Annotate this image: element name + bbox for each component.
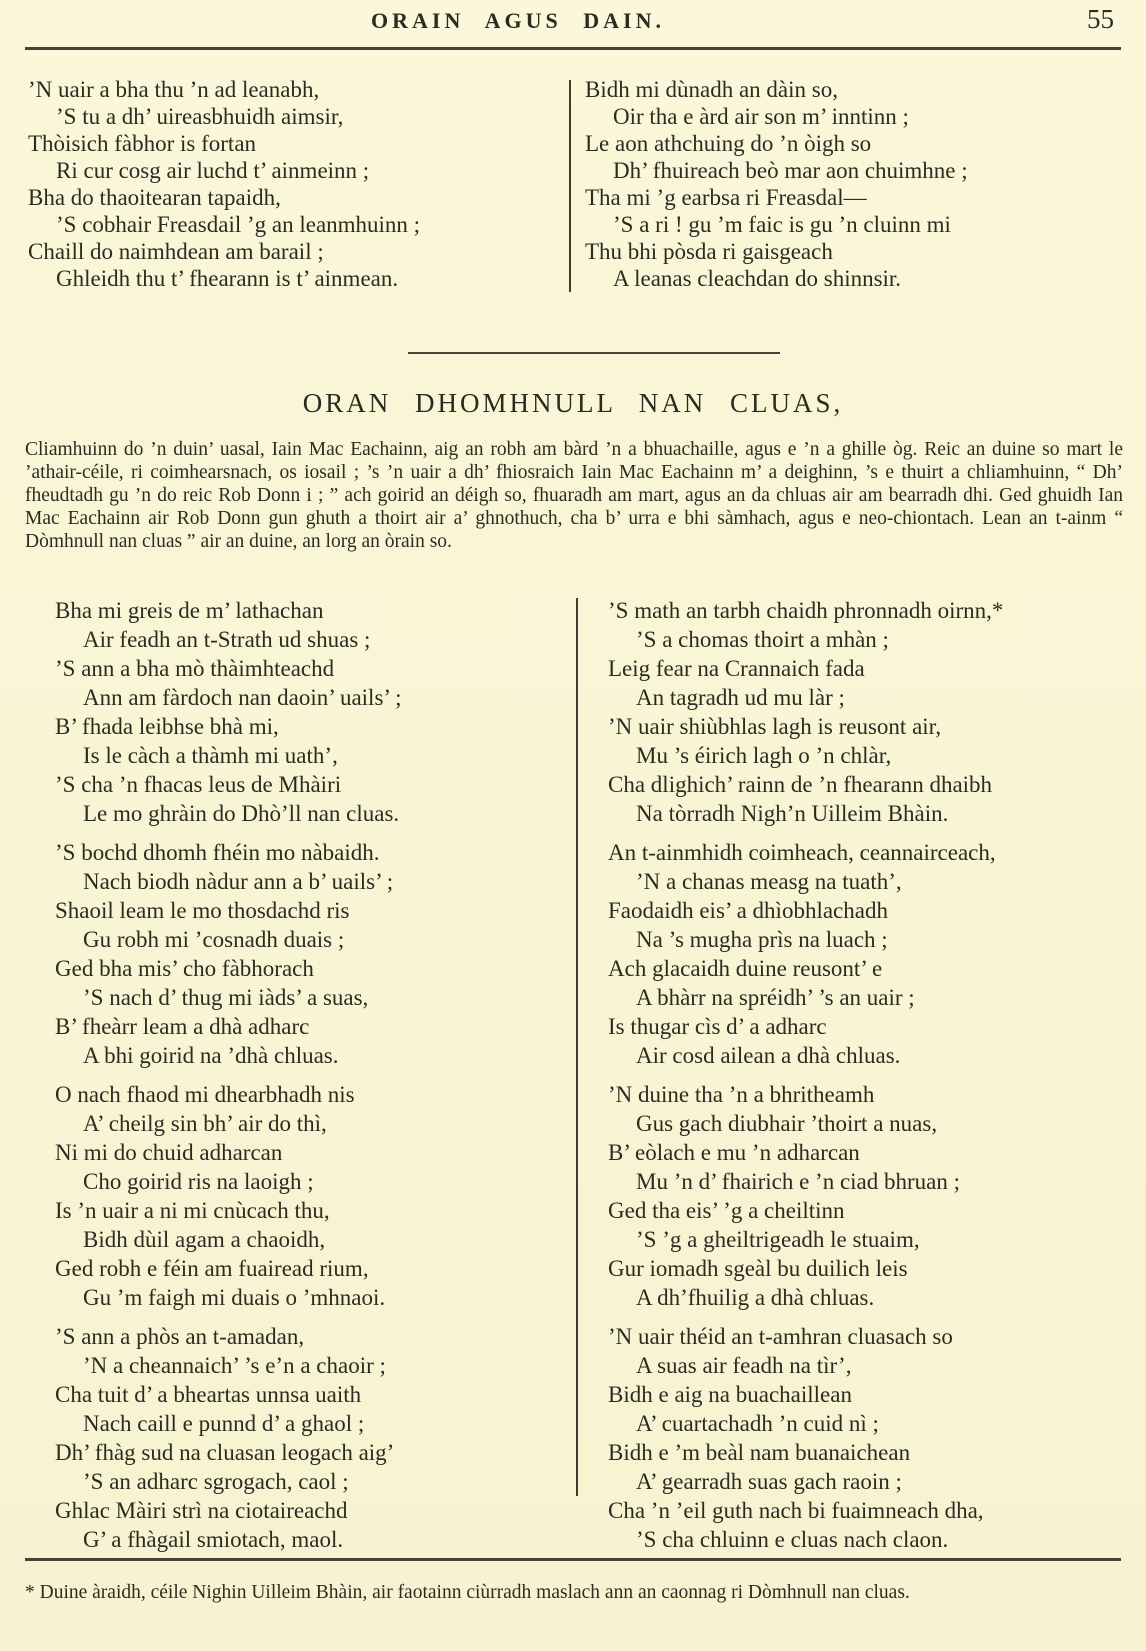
verse-line: A bhàrr na spréidh’ ’s an uair ; (636, 985, 915, 1010)
verse-line: Ged robh e féin am fuairead rium, (55, 1256, 369, 1281)
column-divider-rule (569, 80, 571, 292)
verse-line: ’S nach d’ thug mi iàds’ a suas, (83, 985, 369, 1010)
verse-line: Bidh e ’m beàl nam buanaichean (608, 1440, 911, 1465)
verse-line: ’S math an tarbh chaidh phronnadh oirnn,* (608, 598, 1004, 623)
verse-line: Le aon athchuing do ’n òigh so (585, 131, 872, 156)
song-verse-5 (608, 596, 1143, 828)
verse-line: B’ fhada leibhse bhà mi, (55, 714, 279, 739)
verse-line: ’N uair a bha thu ’n ad leanabh, (28, 77, 320, 102)
verse-line: Bidh e aig na buachaillean (608, 1382, 852, 1407)
verse-line: ’S ann a phòs an t-amadan, (55, 1324, 305, 1349)
verse-line: Gur iomadh sgeàl bu duilich leis (608, 1256, 908, 1281)
verse-line: Is le càch a thàmh mi uath’, (83, 743, 338, 768)
verse-line: Ged bha mis’ cho fàbhorach (55, 956, 314, 981)
verse-line: Na ’s mugha prìs na luach ; (636, 927, 888, 952)
verse-line: Bidh mi dùnadh an dàin so, (585, 77, 838, 102)
verse-line: Gu robh mi ’cosnadh duais ; (83, 927, 345, 952)
verse-line: Faodaidh eis’ a dhìobhlachadh (608, 898, 888, 923)
song-column-right (608, 596, 1143, 1564)
verse-line: Ach glacaidh duine reusont’ e (608, 956, 883, 981)
verse-line: Bidh dùil agam a chaoidh, (83, 1227, 326, 1252)
opening-verse-left (28, 76, 420, 292)
verse-line: Ghleidh thu t’ fhearann is t’ ainmean. (56, 266, 399, 291)
verse-line: A’ cuartachadh ’n cuid nì ; (636, 1411, 879, 1436)
verse-line: Cha tuit d’ a bheartas unnsa uaith (55, 1382, 362, 1407)
verse-line: B’ fheàrr leam a dhà adharc (55, 1014, 310, 1039)
verse-line: ’N a cheannaich’ ’s e’n a chaoir ; (83, 1353, 386, 1378)
verse-line: Cha dlighich’ rainn de ’n fhearann dhaibh (608, 772, 993, 797)
verse-line: Dh’ fhuireach beò mar aon chuimhne ; (613, 158, 968, 183)
verse-line: Ann am fàrdoch nan daoin’ uails’ ; (83, 685, 402, 710)
verse-line: B’ eòlach e mu ’n adharcan (608, 1140, 860, 1165)
verse-line: ’S tu a dh’ uireasbhuidh aimsir, (56, 104, 344, 129)
verse-line: ’N duine tha ’n a bhritheamh (608, 1082, 875, 1107)
verse-line: Nach biodh nàdur ann a b’ uails’ ; (83, 869, 394, 894)
verse-line: Ged tha eis’ ’g a cheiltinn (608, 1198, 845, 1223)
verse-line: A dh’fhuilig a dhà chluas. (636, 1285, 875, 1310)
verse-line: ’S cha ’n fhacas leus de Mhàiri (55, 772, 342, 797)
verse-line: Oir tha e àrd air son m’ inntinn ; (613, 104, 909, 129)
song-column-left (55, 596, 570, 1564)
verse-line: O nach fhaod mi dhearbhadh nis (55, 1082, 355, 1107)
verse-line: Cho goirid ris na laoigh ; (83, 1169, 314, 1194)
song-title: ORAN DHOMHNULL NAN CLUAS, (302, 388, 844, 418)
verse-line: Gus gach diubhair ’thoirt a nuas, (636, 1111, 938, 1136)
song-verse-7 (608, 1080, 1143, 1312)
song-verse-4 (55, 1322, 570, 1554)
song-introduction: Cliamhuinn do ’n duin’ uasal, Iain Mac Eachainn, aig an robh am bàrd ’n a bhuachaille, agus e ’n a ghille òg. Reic an duine so mart le ’athair-céile, ri coimhearsnach, os iosail ; ’s ’n uair a dh’ fhiosraich Iain Mac Eachainn m’ a deighinn, ’s e thuirt a chliamhuinn, “ Dh’ fheudtadh gu ’n do reic Rob Donn i ; ” ach goirid an déigh so, fhuaradh am mart, agus an da chluas air am bearradh dhi. Ged ghuidh Ian Mac Eachainn air Rob Donn gun ghuth a thoirt air a’ ghnothuch, cha b’ urra e bhi sàmhach, agus e neo-chiontach. Lean an t-ainm “ Dòmhnull nan cluas ” air an duine, an lorg an òrain so. (25, 439, 1123, 552)
verse-line: Air feadh an t-Strath ud shuas ; (83, 627, 371, 652)
verse-line: Shaoil leam le mo thosdachd ris (55, 898, 350, 923)
verse-line: ’S ann a bha mò thàimhteachd (55, 656, 335, 681)
verse-line: Gu ’m faigh mi duais o ’mhnaoi. (83, 1285, 386, 1310)
song-verse-3 (55, 1080, 570, 1312)
section-divider-rule (408, 352, 780, 354)
verse-line: An t-ainmhidh coimheach, ceannairceach, (608, 840, 996, 865)
opening-verse-right (585, 76, 968, 292)
verse-line: Tha mi ’g earbsa ri Freasdal— (585, 185, 867, 210)
verse-line: Le mo ghràin do Dhò’ll nan cluas. (83, 801, 400, 826)
verse-line: Is ’n uair a ni mi cnùcach thu, (55, 1198, 330, 1223)
header-rule (25, 47, 1121, 50)
verse-line: Mu ’s éirich lagh o ’n chlàr, (636, 743, 892, 768)
page-number: 55 (1087, 4, 1114, 34)
verse-line: Thu bhi pòsda ri gaisgeach (585, 239, 833, 264)
verse-line: ’S ’g a gheiltrigeadh le stuaim, (636, 1227, 920, 1252)
song-verse-2 (55, 838, 570, 1070)
verse-line: Na tòrradh Nigh’n Uilleim Bhàin. (636, 801, 949, 826)
verse-line: ’S bochd dhomh fhéin mo nàbaidh. (55, 840, 380, 865)
verse-line: Air cosd ailean a dhà chluas. (636, 1043, 901, 1068)
footnote-text: * Duine àraidh, céile Nighin Uilleim Bhàin, air faotainn ciùrradh maslach ann an caonnag ri Dòmhnull nan cluas. (25, 1582, 910, 1603)
verse-line: Leig fear na Crannaich fada (608, 656, 865, 681)
column-divider-rule (576, 598, 578, 1496)
song-verse-8 (608, 1322, 1143, 1554)
verse-line: A’ gearradh suas gach raoin ; (636, 1469, 902, 1494)
verse-line: Bha mi greis de m’ lathachan (55, 598, 324, 623)
verse-line: Is thugar cìs d’ a adharc (608, 1014, 827, 1039)
verse-line: Thòisich fàbhor is fortan (28, 131, 257, 156)
verse-line: ’S cobhair Freasdail ’g an leanmhuinn ; (56, 212, 421, 237)
verse-line: A leanas cleachdan do shinnsir. (613, 266, 902, 291)
verse-line: A suas air feadh na tìr’, (636, 1353, 852, 1378)
verse-line: Ghlac Màiri strì na ciotaireachd (55, 1498, 348, 1523)
verse-line: Ni mi do chuid adharcan (55, 1140, 283, 1165)
footnote-rule (25, 1558, 1121, 1561)
verse-line: ’N uair théid an t-amhran cluasach so (608, 1324, 953, 1349)
verse-line: ’S a ri ! gu ’m faic is gu ’n cluinn mi (613, 212, 951, 237)
verse-line: ’S a chomas thoirt a mhàn ; (636, 627, 889, 652)
verse-line: Nach caill e punnd d’ a ghaol ; (83, 1411, 365, 1436)
song-verse-1 (55, 596, 570, 828)
verse-line: Mu ’n d’ fhairich e ’n ciad bhruan ; (636, 1169, 961, 1194)
verse-line: Dh’ fhàg sud na cluasan leogach aig’ (55, 1440, 395, 1465)
running-title: ORAIN AGUS DAIN. (371, 8, 665, 33)
verse-line: An tagradh ud mu làr ; (636, 685, 845, 710)
verse-line: ’S cha chluinn e cluas nach claon. (636, 1527, 949, 1552)
verse-line: Ri cur cosg air luchd t’ ainmeinn ; (56, 158, 370, 183)
verse-line: G’ a fhàgail smiotach, maol. (83, 1527, 344, 1552)
verse-line: Bha do thaoitearan tapaidh, (28, 185, 281, 210)
verse-line: ’S an adharc sgrogach, caol ; (83, 1469, 349, 1494)
verse-line: ’N a chanas measg na tuath’, (636, 869, 902, 894)
verse-line: Cha ’n ’eil guth nach bi fuaimneach dha, (608, 1498, 984, 1523)
verse-line: A bhi goirid na ’dhà chluas. (83, 1043, 339, 1068)
verse-line: Chaill do naimhdean am barail ; (28, 239, 324, 264)
verse-line: ’N uair shiùbhlas lagh is reusont air, (608, 714, 942, 739)
song-verse-6 (608, 838, 1143, 1070)
verse-line: A’ cheilg sin bh’ air do thì, (83, 1111, 327, 1136)
